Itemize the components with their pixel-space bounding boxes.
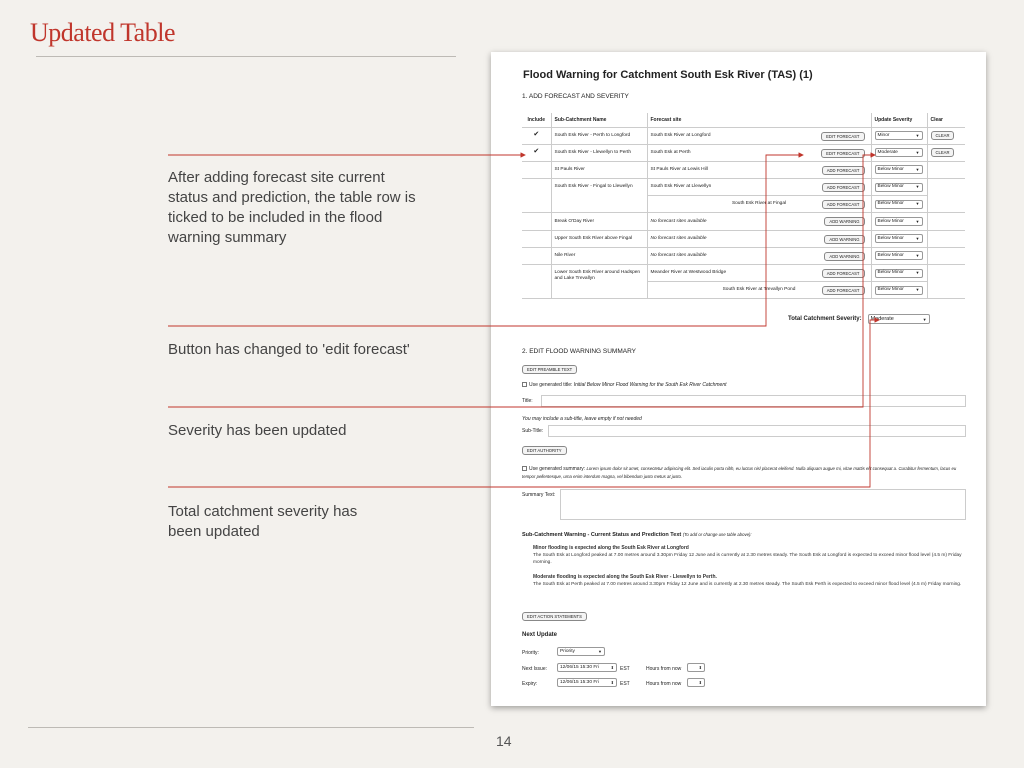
slide-title: Updated Table: [30, 18, 175, 47]
chevron-down-icon: ▼: [915, 149, 920, 155]
severity-select[interactable]: [875, 200, 923, 209]
statement-body: The South Esk at Perth peaked at 7.00 metres around 3.30pm Friday 12 June and is currently at 2.30 metres steady. The South Esk Perth is expected to exceed minor flood level (4.5 m) Friday morning.: [533, 582, 962, 587]
table-row: [522, 247, 965, 264]
section-1-heading: 1. ADD FORECAST AND SEVERITY: [522, 93, 629, 100]
table-row: [522, 179, 965, 196]
subtitle-input[interactable]: [548, 425, 966, 437]
document-page: [491, 52, 986, 706]
severity-value: Below Minor: [877, 201, 904, 207]
chevron-down-icon: ▼: [915, 218, 920, 224]
severity-select[interactable]: [875, 131, 923, 140]
severity-value: Below Minor: [877, 270, 904, 276]
use-generated-summary-checkbox[interactable]: [522, 466, 527, 471]
chevron-down-icon: ▼: [915, 201, 920, 207]
chevron-down-icon: ▼: [915, 235, 920, 241]
note-total-updated: Total catchment severity has been updated: [168, 503, 358, 540]
sub-catchment-name: St Pauls River: [551, 161, 647, 178]
priority-label: Priority:: [522, 650, 539, 656]
include-cell[interactable]: [522, 213, 551, 230]
section-2-heading: 2. EDIT FLOOD WARNING SUMMARY: [522, 348, 637, 355]
clear-cell: [927, 161, 965, 178]
add-forecast-button[interactable]: ADD FORECAST: [822, 286, 865, 295]
chevron-down-icon: ▼: [915, 132, 920, 138]
severity-value: Minor: [877, 132, 890, 138]
next-issue-timezone: EST: [620, 666, 630, 672]
sub-catchment-name: South Esk River - Fingal to Llewellyn: [551, 179, 647, 213]
add-forecast-button[interactable]: ADD FORECAST: [822, 200, 865, 209]
col-update-severity: Update Severity: [871, 113, 927, 127]
statement-title: Minor flooding is expected along the South Esk River at Longford: [533, 545, 689, 551]
severity-select[interactable]: [875, 217, 923, 226]
severity-select[interactable]: [875, 234, 923, 243]
priority-value: Priority: [560, 649, 575, 654]
stepper-icon: ⬍: [610, 665, 614, 670]
clear-cell: [927, 230, 965, 247]
chevron-down-icon: ▼: [915, 270, 920, 276]
forecast-site-name: South Esk River at Trevallyn Pond: [722, 287, 796, 293]
chevron-down-icon: ▼: [915, 166, 920, 172]
top-divider: [36, 56, 456, 57]
table-row: [522, 161, 965, 178]
subcatchment-heading-text: Sub-Catchment Warning - Current Status and Prediction Text: [522, 532, 682, 538]
forecast-table: [522, 113, 965, 299]
severity-select[interactable]: [875, 286, 923, 295]
edit-forecast-button[interactable]: EDIT FORECAST: [821, 149, 864, 158]
chevron-down-icon: ▼: [915, 287, 920, 293]
next-issue-hours-stepper[interactable]: [687, 663, 705, 672]
sub-catchment-name: Lower South Esk River around Hadspen and Lake Trevallyn: [551, 265, 647, 299]
statement-moderate: [533, 574, 965, 588]
chevron-down-icon: ▼: [915, 252, 920, 258]
statement-title: Moderate flooding is expected along the South Esk River - Llewellyn to Perth.: [533, 574, 717, 580]
forecast-site-name: South Esk River at Fingal: [731, 201, 787, 207]
clear-cell: [927, 179, 965, 213]
table-row: [522, 213, 965, 230]
forecast-site-name: South Esk at Perth: [650, 149, 691, 155]
edit-preamble-button[interactable]: EDIT PREAMBLE TEXT: [522, 365, 577, 374]
include-cell[interactable]: [522, 179, 551, 213]
stepper-icon: ⬍: [610, 680, 614, 685]
subcatchment-hint: (To add or change use table above):: [682, 532, 752, 537]
clear-cell: [927, 213, 965, 230]
severity-select[interactable]: [875, 148, 923, 157]
include-cell[interactable]: [522, 247, 551, 264]
table-row: [522, 144, 965, 161]
col-clear: Clear: [927, 113, 965, 127]
use-generated-summary-label: Use generated summary:: [529, 466, 586, 472]
forecast-site-name: St Pauls River at Lewis Hill: [650, 166, 708, 172]
severity-select[interactable]: [875, 183, 923, 192]
note-button-changed: Button has changed to 'edit forecast': [168, 341, 410, 358]
severity-value: Below Minor: [877, 218, 904, 224]
total-severity-select[interactable]: [868, 314, 930, 324]
include-check-icon[interactable]: ✔: [533, 148, 540, 156]
next-issue-label: Next Issue:: [522, 666, 548, 672]
severity-select[interactable]: [875, 269, 923, 278]
severity-value: Below Minor: [877, 287, 904, 293]
edit-forecast-button[interactable]: EDIT FORECAST: [821, 132, 864, 141]
add-forecast-button[interactable]: ADD FORECAST: [822, 183, 865, 192]
chevron-down-icon: ▼: [915, 184, 920, 190]
edit-authority-button[interactable]: EDIT AUTHORITY: [522, 446, 567, 455]
title-input[interactable]: [541, 395, 966, 407]
severity-select[interactable]: [875, 165, 923, 174]
add-warning-button[interactable]: ADD WARNING: [824, 217, 864, 226]
severity-select[interactable]: [875, 251, 923, 260]
sub-catchment-name: Upper South Esk River above Fingal: [551, 230, 647, 247]
expiry-label: Expiry:: [522, 681, 538, 687]
expiry-hours-label: Hours from now: [646, 681, 682, 687]
next-issue-datetime[interactable]: [557, 663, 617, 672]
subcatchment-warning-heading: [522, 532, 752, 538]
document-title: Flood Warning for Catchment South Esk River (TAS) (1): [523, 69, 813, 81]
clear-cell: [927, 265, 965, 299]
include-check-icon[interactable]: ✔: [533, 131, 540, 139]
use-generated-summary: [522, 465, 962, 481]
col-forecast-site: Forecast site: [647, 113, 871, 127]
forecast-site-name: No forecast sites available: [650, 235, 707, 241]
stepper-icon: ⬍: [698, 665, 702, 670]
include-cell[interactable]: [522, 230, 551, 247]
clear-button[interactable]: CLEAR: [931, 131, 955, 140]
forecast-site-name: No forecast sites available: [650, 218, 707, 224]
expiry-datetime[interactable]: [557, 678, 617, 687]
include-cell[interactable]: [522, 161, 551, 178]
forecast-site-name: South Esk River at Llewellyn: [650, 184, 712, 190]
total-severity-label: Total Catchment Severity:: [788, 316, 862, 322]
generated-summary-text: Lorem ipsum dolor sit amet, consectetur adipiscing elit. Sed iaculis porta nibh, eu luctus nisl placerat eleifend. Nulla aliquam augue mi, vitae mattis elit consequat a. Curabitur fermentum, lacus eu tempor pellentesque, urna enim interdum magna, vel bibendum justo metus at justo.: [522, 466, 957, 479]
col-sub-catchment: Sub-Catchment Name: [551, 113, 647, 127]
table-row: [522, 127, 965, 144]
add-warning-button[interactable]: ADD WARNING: [824, 252, 864, 261]
expiry-timezone: EST: [620, 681, 630, 687]
include-cell[interactable]: [522, 265, 551, 299]
statement-minor: [533, 545, 965, 566]
next-update-heading: Next Update: [522, 632, 558, 638]
severity-value: Below Minor: [877, 235, 904, 241]
subtitle-label: Sub-Title:: [522, 428, 544, 434]
severity-value: Below Minor: [877, 252, 904, 258]
total-severity-value: Moderate: [870, 316, 894, 322]
stepper-icon: ⬍: [698, 680, 702, 685]
col-include: Include: [522, 113, 551, 127]
note-ticked-row: After adding forecast site current status and prediction, the table row is ticked to be included in the flood warning summary: [168, 169, 416, 246]
severity-value: Below Minor: [877, 166, 904, 172]
use-generated-title-label: Use generated title:: [529, 382, 573, 388]
expiry-hours-stepper[interactable]: [687, 678, 705, 687]
page-number: 14: [496, 733, 512, 749]
note-severity-updated: Severity has been updated: [168, 422, 347, 439]
summary-text-area[interactable]: [560, 489, 966, 520]
priority-select[interactable]: [557, 647, 605, 656]
forecast-site-name: No forecast sites available: [650, 252, 707, 258]
sub-catchment-name: South Esk River - Llewellyn to Perth: [551, 144, 647, 161]
clear-cell: [927, 247, 965, 264]
sub-catchment-name: Nile River: [551, 247, 647, 264]
title-label: Title:: [522, 398, 533, 404]
use-generated-title: [522, 382, 727, 388]
add-forecast-button[interactable]: ADD FORECAST: [822, 166, 865, 175]
total-catchment-severity: [788, 314, 930, 324]
statement-body: The South Esk at Longford peaked at 7.00 metres around 3.30pm Friday 12 June and is currently at 2.30 metres steady. The South Esk at Longford is expected to exceed minor flood level (4.5 m) Friday morning.: [533, 553, 962, 565]
bottom-divider: [28, 727, 474, 728]
chevron-down-icon: ▼: [922, 316, 927, 322]
table-row: [522, 230, 965, 247]
expiry-value: 12/06/15 15:30 Fri: [560, 680, 599, 685]
clear-button[interactable]: CLEAR: [931, 148, 955, 157]
sub-catchment-name: Break O'Day River: [551, 213, 647, 230]
chevron-down-icon: ▼: [598, 649, 602, 654]
forecast-site-name: South Esk River at Longford: [650, 132, 711, 138]
subtitle-hint: You may include a sub-title, leave empty if not needed: [522, 416, 642, 422]
severity-value: Moderate: [877, 149, 898, 155]
add-forecast-button[interactable]: ADD FORECAST: [822, 269, 865, 278]
use-generated-title-checkbox[interactable]: [522, 382, 527, 387]
generated-title-text: Initial Below Minor Flood Warning for the South Esk River Catchment: [573, 382, 727, 388]
next-issue-value: 12/06/15 15:30 Fri: [560, 665, 599, 670]
sub-catchment-name: South Esk River - Perth to Longford: [551, 127, 647, 144]
forecast-site-name: Meander River at Westwood Bridge: [650, 270, 727, 276]
add-warning-button[interactable]: ADD WARNING: [824, 235, 864, 244]
summary-text-label: Summary Text:: [522, 492, 556, 498]
next-issue-hours-label: Hours from now: [646, 666, 682, 672]
severity-value: Below Minor: [877, 184, 904, 190]
table-row: [522, 265, 965, 282]
edit-action-statements-button[interactable]: EDIT ACTION STATEMENTS: [522, 612, 587, 621]
